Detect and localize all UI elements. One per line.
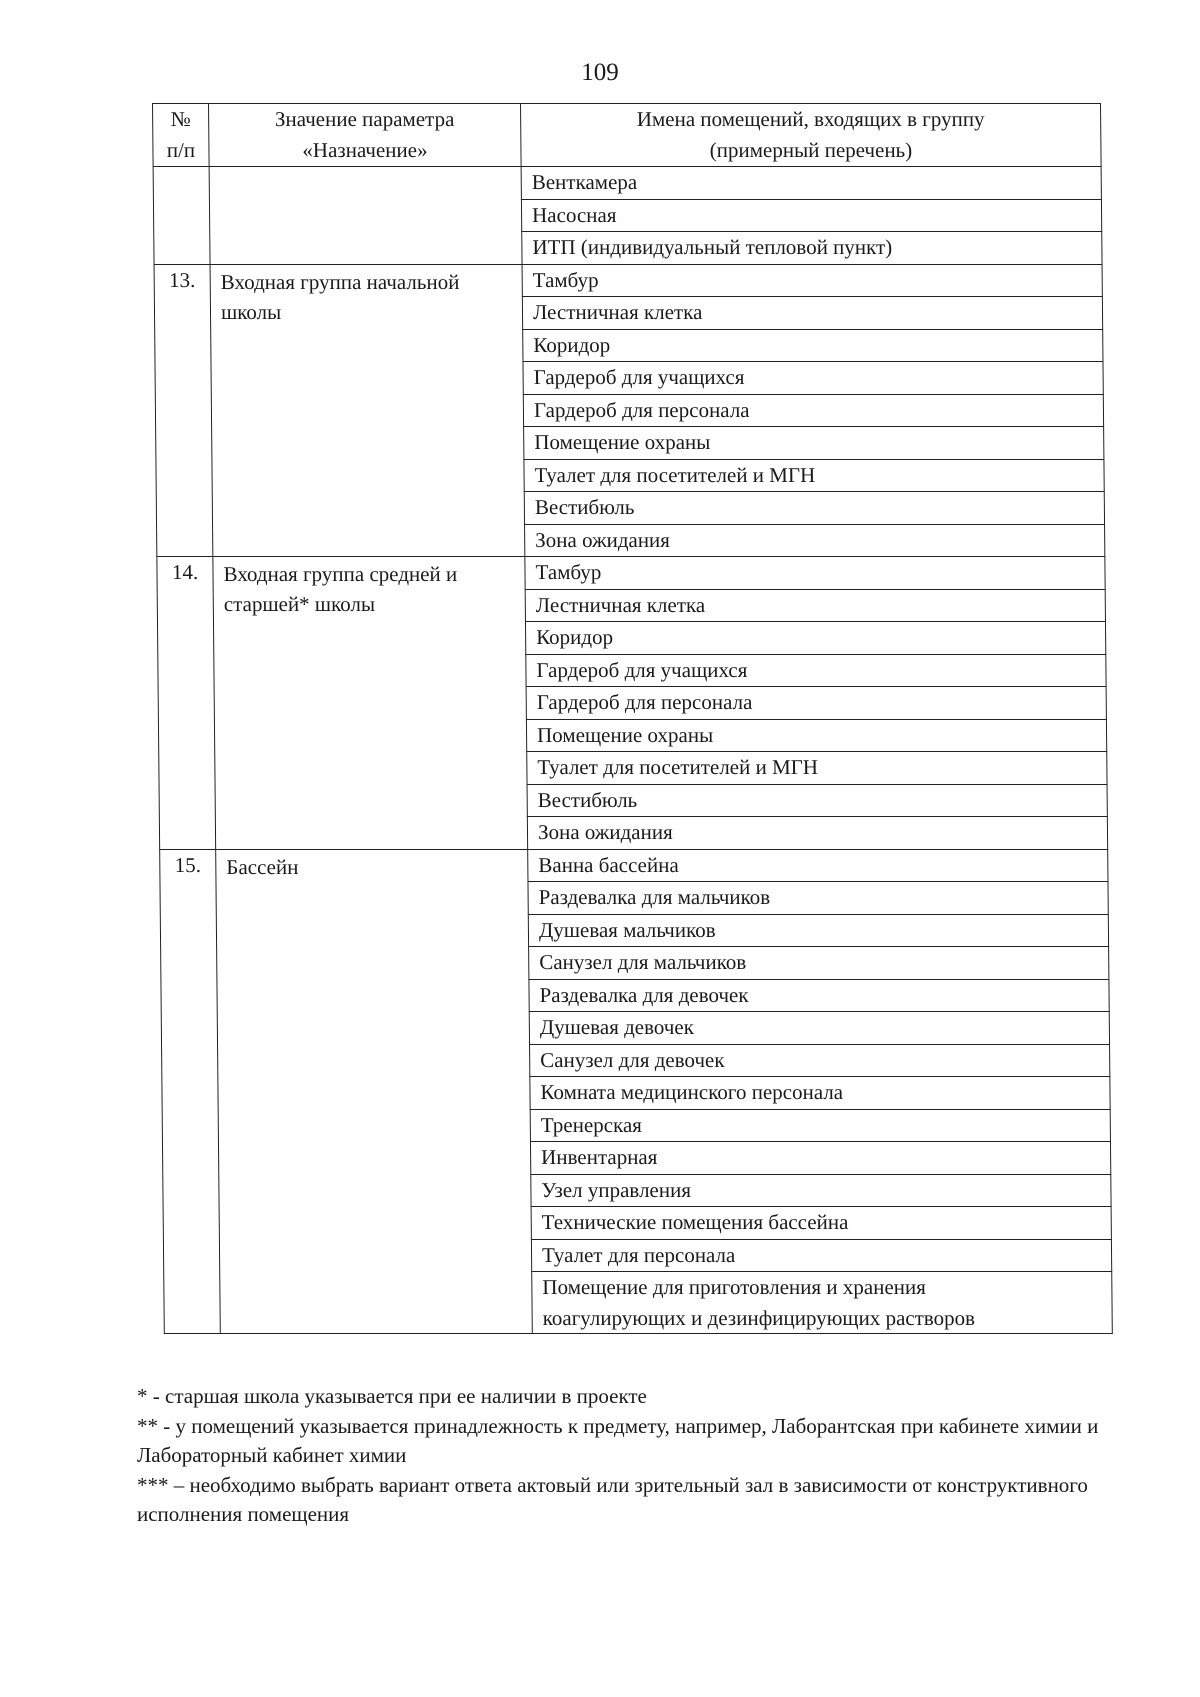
room-name: Раздевалка для девочек	[529, 979, 1109, 1012]
room-name-line: коагулирующих и дезинфицирующих растворов	[542, 1305, 976, 1330]
room-name: Технические помещения бассейна	[531, 1207, 1111, 1240]
header-number-line: №	[170, 107, 191, 131]
page-number: 109	[581, 59, 619, 86]
group-number	[153, 167, 210, 265]
footnote: ** - у помещений указывается принадлежность к предмету, например, Лаборантская при кабинете химии и Лабораторный кабинет химии	[137, 1413, 1099, 1467]
room-name: Вестибюль	[527, 784, 1107, 817]
header-number	[153, 104, 210, 167]
group-number: 13.	[154, 264, 213, 557]
room-name: Тренерская	[530, 1109, 1110, 1142]
room-name: Лестничная клетка	[522, 297, 1102, 330]
rooms-table	[152, 103, 1113, 1334]
table-body	[153, 167, 1112, 1334]
room-name: Ванна бассейна	[528, 849, 1108, 882]
table-row	[153, 167, 1101, 200]
room-name: Туалет для посетителей и МГН	[527, 752, 1107, 785]
room-name: Туалет для посетителей и МГН	[524, 459, 1104, 492]
header-room-names-line: Имена помещений, входящих в группу	[636, 107, 985, 131]
room-name: ИТП (индивидуальный тепловой пункт)	[522, 232, 1102, 265]
header-room-names-line: (примерный перечень)	[709, 138, 913, 162]
room-name: Лестничная клетка	[525, 589, 1105, 622]
header-number-line: п/п	[166, 138, 196, 162]
group-number: 15.	[160, 849, 221, 1334]
group-parameter-value: Входная группа средней и старшей* школы	[213, 557, 528, 850]
group-parameter-value: Бассейн	[216, 849, 533, 1334]
room-name: Комната медицинского персонала	[530, 1077, 1110, 1110]
header-room-names	[521, 104, 1102, 167]
room-name	[532, 1272, 1113, 1334]
footnotes	[137, 1382, 1127, 1530]
header-parameter-value-line: «Назначение»	[302, 138, 428, 162]
room-name: Тамбур	[522, 264, 1102, 297]
header-parameter-value-line: Значение параметра	[274, 107, 455, 131]
footnote: *** – необходимо выбрать вариант ответа актовый или зрительный зал в зависимости от конструктивного исполнения помещения	[137, 1472, 1088, 1526]
room-name: Насосная	[521, 199, 1101, 232]
room-name: Гардероб для персонала	[526, 687, 1106, 720]
room-name: Венткамера	[521, 167, 1101, 200]
table-row	[157, 557, 1105, 590]
room-name: Раздевалка для мальчиков	[528, 882, 1108, 915]
room-name: Помещение охраны	[524, 427, 1104, 460]
room-name-line: Помещение для приготовления и хранения	[542, 1275, 926, 1299]
table-row	[154, 264, 1102, 297]
header-parameter-value	[209, 104, 522, 167]
room-name: Узел управления	[531, 1174, 1111, 1207]
room-name: Коридор	[523, 329, 1103, 362]
group-number: 14.	[157, 557, 216, 850]
room-name: Душевая девочек	[529, 1012, 1109, 1045]
room-name: Гардероб для учащихся	[526, 654, 1106, 687]
group-parameter-value: Входная группа начальной школы	[210, 264, 525, 557]
room-name: Вестибюль	[524, 492, 1104, 525]
room-name: Гардероб для учащихся	[523, 362, 1103, 395]
group-parameter-value	[209, 167, 522, 265]
room-name: Душевая мальчиков	[528, 914, 1108, 947]
room-name: Коридор	[525, 622, 1105, 655]
room-name: Зона ожидания	[525, 524, 1105, 557]
table-header	[153, 104, 1102, 167]
room-name: Санузел для девочек	[530, 1044, 1110, 1077]
room-name: Туалет для персонала	[531, 1239, 1111, 1272]
room-name: Гардероб для персонала	[523, 394, 1103, 427]
table-row	[160, 849, 1108, 882]
footnote: * - старшая школа указывается при ее наличии в проекте	[137, 1384, 647, 1408]
room-name: Зона ожидания	[527, 817, 1107, 850]
room-name: Тамбур	[525, 557, 1105, 590]
room-name: Санузел для мальчиков	[529, 947, 1109, 980]
room-name: Инвентарная	[530, 1142, 1110, 1175]
room-name: Помещение охраны	[526, 719, 1106, 752]
